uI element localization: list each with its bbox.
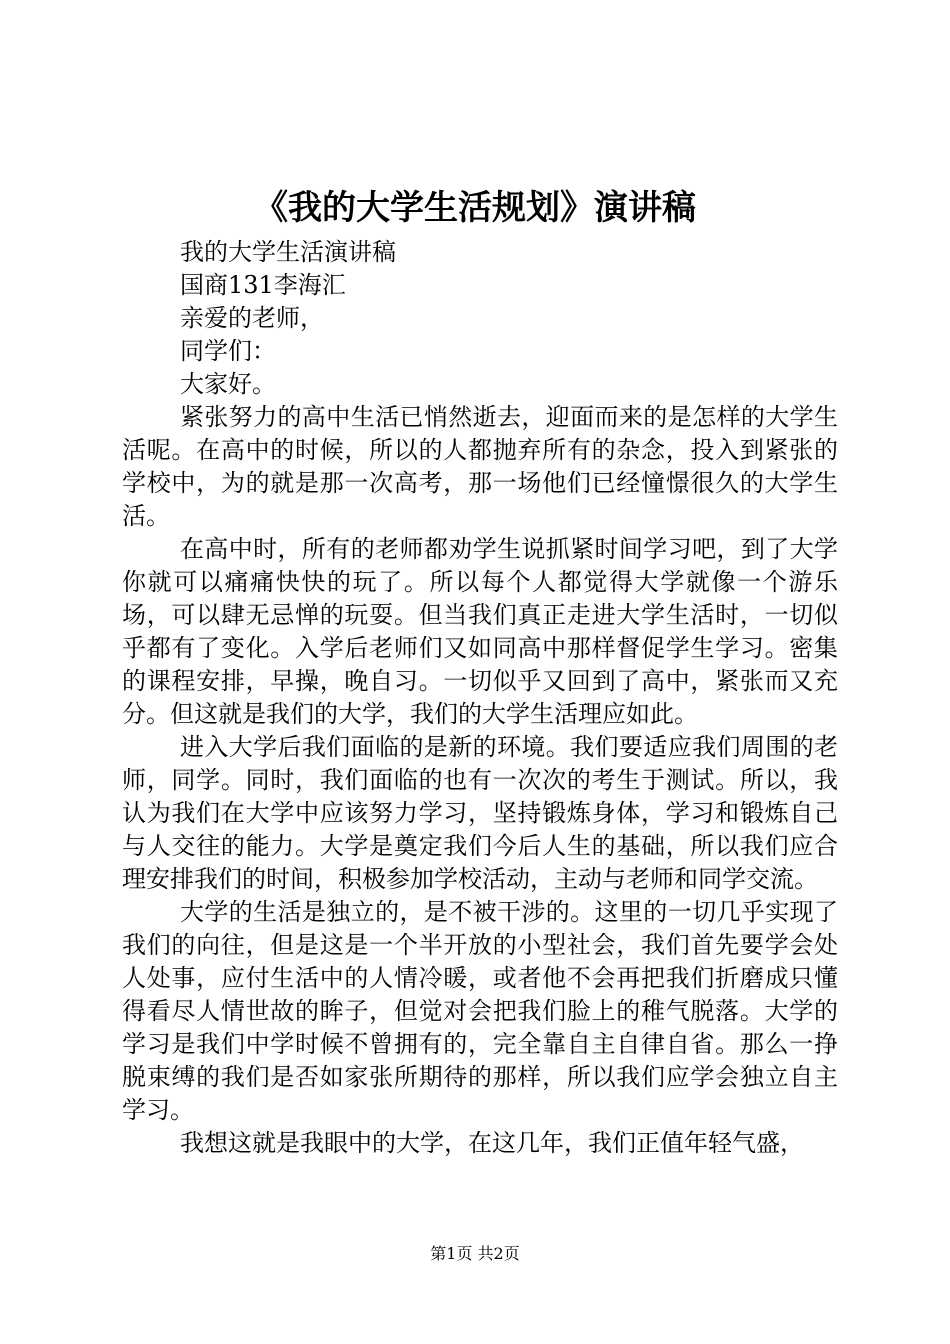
paragraph-1: 紧张努力的高中生活已悄然逝去，迎面而来的是怎样的大学生活呢。在高中的时候，所以的人都抛弃所有的杂念，投入到紧张的学校中，为的就是那一次高考，那一场他们已经憧憬很久的大学生活。 <box>122 403 838 530</box>
author-line: 国商131李海汇 <box>180 271 346 299</box>
greeting: 大家好。 <box>180 370 276 398</box>
paragraph-4: 大学的生活是独立的，是不被干涉的。这里的一切几乎实现了我们的向往，但是这是一个半开放的小型社会，我们首先要学会处人处事，应付生活中的人情冷暖，或者他不会再把我们折磨成只懂得看尽人情世故的眸子，但觉对会把我们脸上的稚气脱落。大学的学习是我们中学时候不曾拥有的，完全靠自主自律自省。那么一挣脱束缚的我们是否如家张所期待的那样，所以我们应学会独立自主学习。 <box>122 898 838 1124</box>
document-body <box>122 236 838 1160</box>
paragraph-3: 进入大学后我们面临的是新的环境。我们要适应我们周围的老师，同学。同时，我们面临的也有一次次的考生于测试。所以，我认为我们在大学中应该努力学习，坚持锻炼身体，学习和锻炼自己与人交往的能力。大学是奠定我们今后人生的基础，所以我们应合理安排我们的时间，积极参加学校活动，主动与老师和同学交流。 <box>122 733 838 893</box>
paragraph-2: 在高中时，所有的老师都劝学生说抓紧时间学习吧，到了大学你就可以痛痛快快的玩了。所以每个人都觉得大学就像一个游乐场，可以肆无忌惮的玩耍。但当我们真正走进大学生活时，一切似乎都有了变化。入学后老师们又如同高中那样督促学生学习。密集的课程安排，早操，晚自习。一切似乎又回到了高中，紧张而又充分。但这就是我们的大学，我们的大学生活理应如此。 <box>122 535 838 728</box>
page-footer: 第1页 共2页 <box>430 1244 520 1263</box>
salutation-students: 同学们： <box>180 337 276 365</box>
speech-heading: 我的大学生活演讲稿 <box>180 238 396 266</box>
salutation-teachers: 亲爱的老师， <box>180 304 324 332</box>
paragraph-5: 我想这就是我眼中的大学，在这几年，我们正值年轻气盛， <box>180 1129 804 1157</box>
document-title: 《我的大学生活规划》演讲稿 <box>254 188 696 228</box>
